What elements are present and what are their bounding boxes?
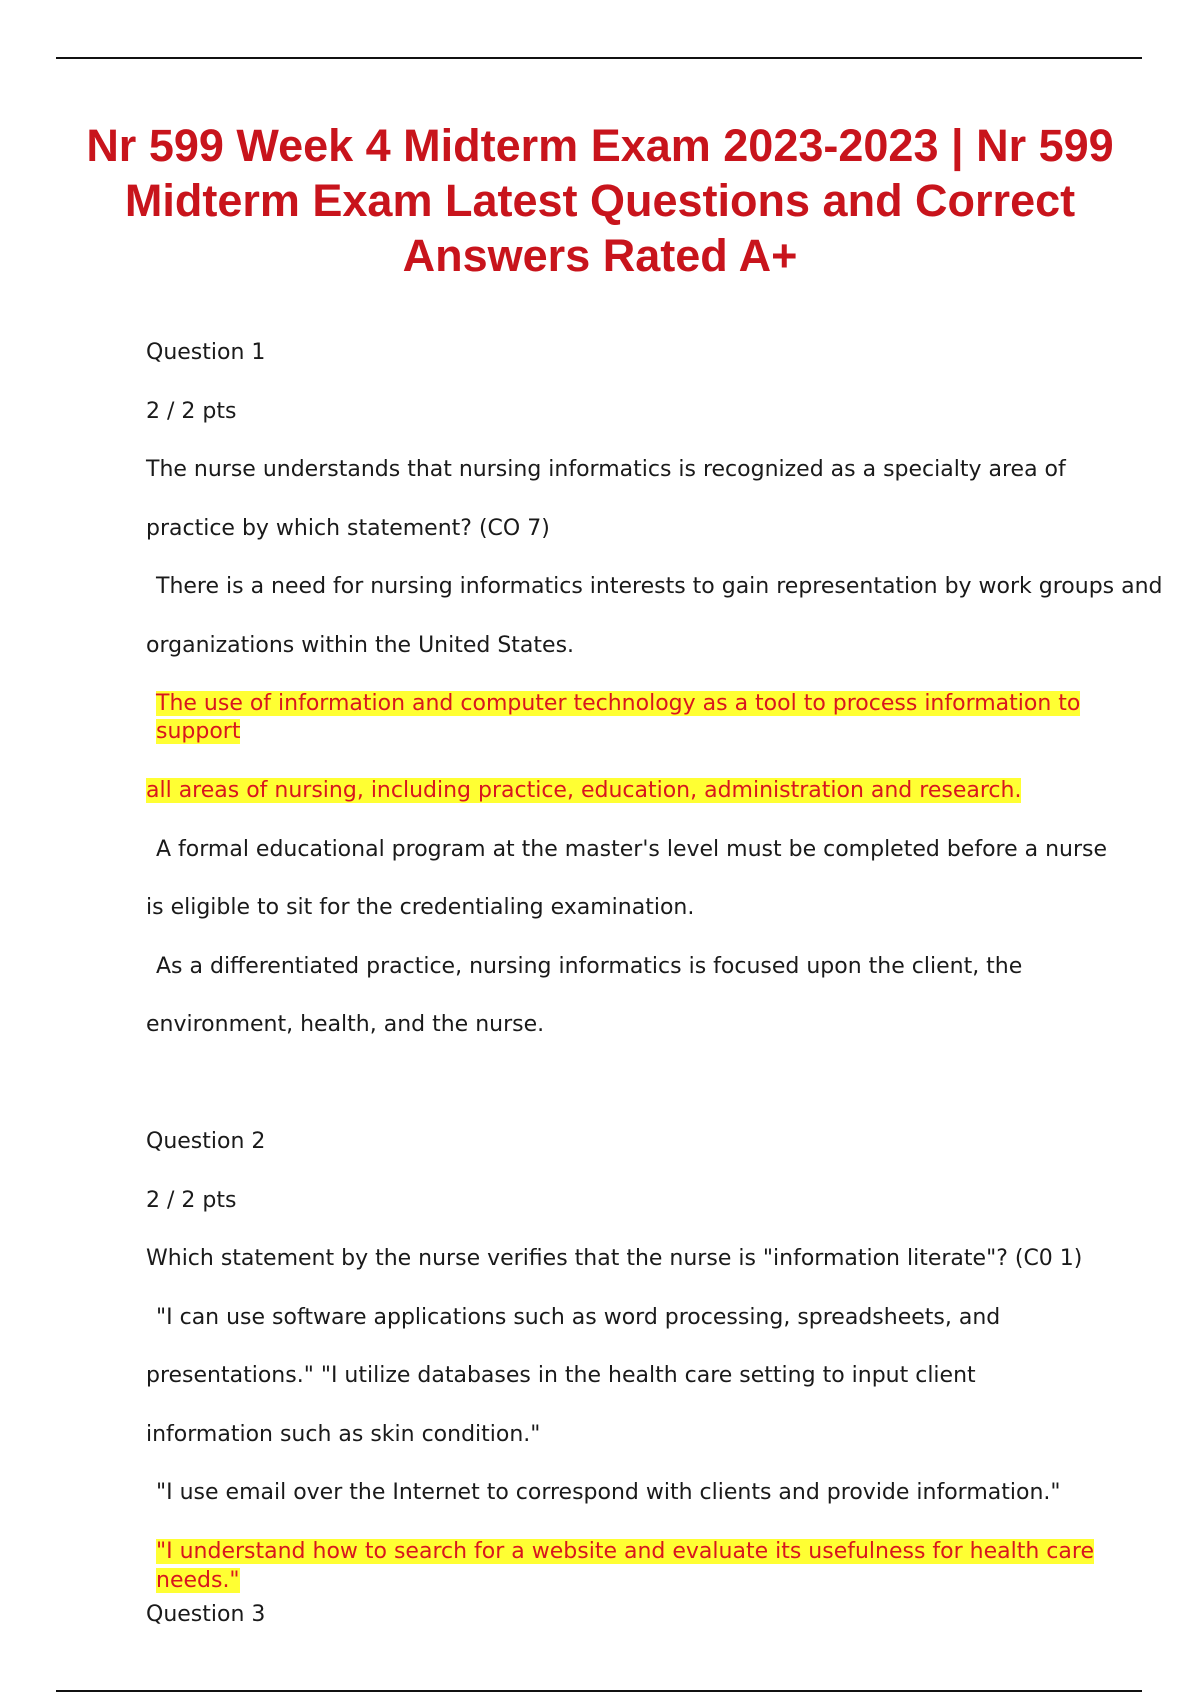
question-3-label: Question 3 [146,1602,266,1627]
question-1-option-4-line-2: environment, health, and the nurse. [146,1012,545,1037]
top-rule [56,57,1142,59]
correct-answer-highlight: needs." [156,1568,240,1593]
question-1-correct-option-line-3 [146,777,1021,805]
question-1-correct-option-line-2 [156,718,240,746]
question-1-option-3-line-1: A formal educational program at the master's level must be completed before a nurse [156,837,1108,862]
question-2-option-1-line-3: information such as skin condition." [146,1422,541,1447]
question-2-option-1-line-1: "I can use software applications such as word processing, spreadsheets, and [156,1305,1001,1330]
question-1-option-3-line-2: is eligible to sit for the credentialing examination. [146,895,695,920]
question-1-points: 2 / 2 pts [146,399,237,424]
bottom-rule [56,1690,1142,1692]
question-2-label: Question 2 [146,1129,266,1154]
question-1-option-1-line-2: organizations within the United States. [146,633,575,658]
question-1-correct-option-line-1 [156,690,1080,718]
question-1-option-4-line-1: As a differentiated practice, nursing informatics is focused upon the client, the [156,954,1023,979]
question-1-stem-line-1: The nurse understands that nursing informatics is recognized as a specialty area of [146,457,1066,482]
question-1-label: Question 1 [146,340,266,365]
question-2-option-2: "I use email over the Internet to correspond with clients and provide information." [156,1480,1061,1505]
document-title: Nr 599 Week 4 Midterm Exam 2023-2023 | Nr 599 Midterm Exam Latest Questions and Correct Answers Rated A+ [86,120,1114,281]
question-2-stem: Which statement by the nurse verifies that the nurse is "information literate"? (C0 1) [146,1246,1083,1271]
question-1-stem-line-2: practice by which statement? (CO 7) [146,516,550,541]
question-1-option-1-line-1: There is a need for nursing informatics interests to gain representation by work groups and [156,574,1163,599]
question-2-option-1-line-2: presentations." "I utilize databases in the health care setting to input client [146,1363,976,1388]
correct-answer-highlight: "I understand how to search for a website and evaluate its usefulness for health care [156,1539,1094,1564]
correct-answer-highlight: all areas of nursing, including practice, education, administration and research. [146,778,1022,803]
correct-answer-highlight: The use of information and computer technology as a tool to process information to [156,691,1081,716]
question-2-correct-option-line-1 [156,1538,1094,1566]
correct-answer-highlight: support [156,719,241,744]
question-2-correct-option-line-2 [156,1567,240,1595]
question-2-points: 2 / 2 pts [146,1188,237,1213]
